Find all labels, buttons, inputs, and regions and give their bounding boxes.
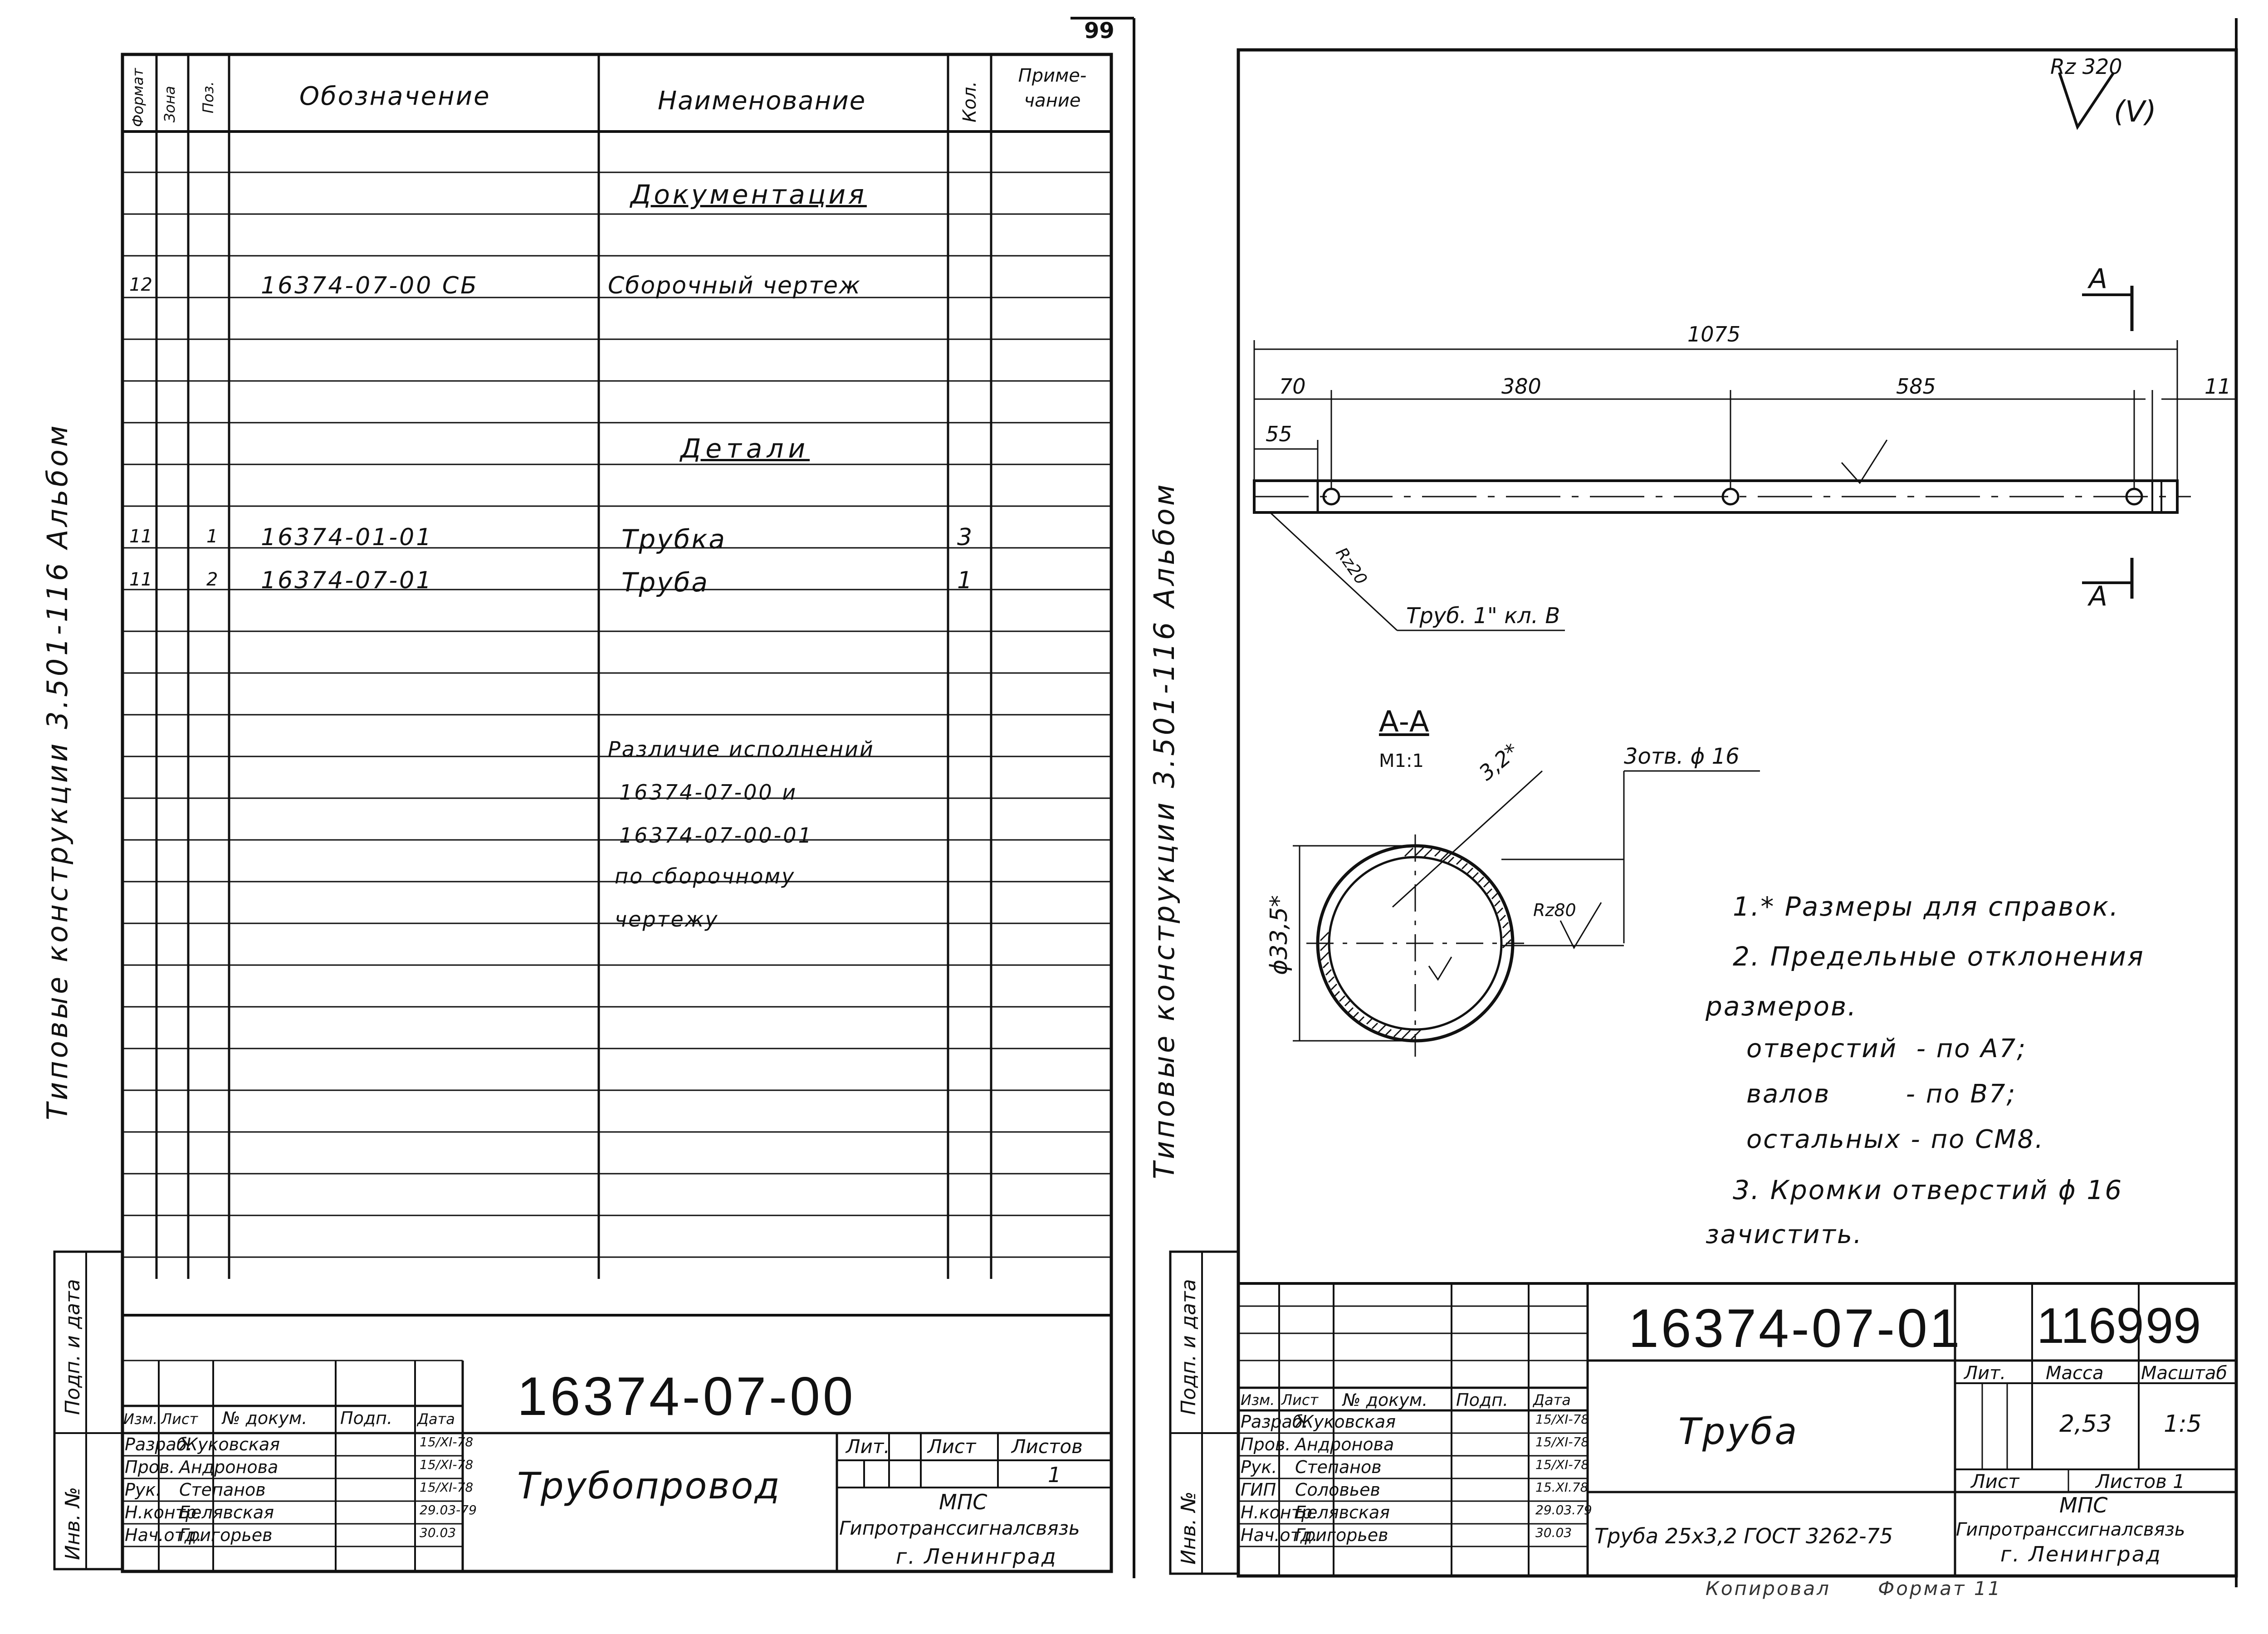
stamp-role: Разраб. xyxy=(125,1434,193,1454)
note-6: остальных - по СМ8. xyxy=(1746,1125,2045,1154)
note-2: 2. Предельные отклонения xyxy=(1733,941,2145,972)
stamp-date: 15/XI-78 xyxy=(1535,1457,1589,1472)
left-side-caption: Типовые конструкции 3.501-116 Альбом xyxy=(41,423,74,1120)
right-stamp-title: Труба xyxy=(1678,1410,1799,1453)
right-org-3: г. Ленинград xyxy=(2000,1542,2162,1566)
row2-format: 11 xyxy=(129,526,152,547)
roughness-paren: (V) xyxy=(2114,95,2156,129)
note-7: 3. Кромки отверстий ϕ 16 xyxy=(1733,1175,2123,1205)
section-mark-bottom: А xyxy=(2089,580,2108,612)
section-scale: М1:1 xyxy=(1379,751,1424,771)
row2-name: Трубка xyxy=(621,524,726,555)
row2-qty: 3 xyxy=(957,524,973,551)
stamp-date: 15.XI.78 xyxy=(1535,1480,1589,1495)
pipe-label: Труб. 1" кл. В xyxy=(1406,603,1560,629)
stamp-name: Соловьев xyxy=(1295,1480,1380,1500)
right-side-inv: Инв. № xyxy=(1177,1491,1200,1565)
row2-pos: 1 xyxy=(206,526,218,547)
right-sheets-label: Листов 1 xyxy=(2096,1470,2185,1493)
dim-total: 1075 xyxy=(1687,322,1741,346)
stamp-role: Разраб. xyxy=(1241,1412,1309,1432)
right-bottom-line: Копировал Формат 11 xyxy=(1706,1577,2002,1600)
remark-line-2: 16374-07-00 и xyxy=(619,780,798,805)
roughness-main: Rz 320 xyxy=(2050,54,2122,79)
left-side-inv: Инв. № xyxy=(61,1487,84,1560)
stamp-role: Нач.отд. xyxy=(125,1525,202,1545)
right-col-sign: Подп. xyxy=(1456,1390,1509,1410)
row1-designation: 16374-07-00 СБ xyxy=(261,272,479,299)
hole-label: 3отв. ϕ 16 xyxy=(1624,744,1740,769)
stamp-date: 15/XI-78 xyxy=(1535,1412,1589,1427)
right-stamp-material: Труба 25x3,2 ГОСТ 3262-75 xyxy=(1594,1524,1893,1548)
stamp-name: Жуковская xyxy=(1295,1412,1396,1432)
stamp-role: Пров. xyxy=(1241,1434,1291,1454)
remark-line-5: чертежу xyxy=(615,907,719,932)
hdr-pos: Поз. xyxy=(200,81,217,113)
inner-roughness: Rz80 xyxy=(1533,900,1576,920)
stamp-name: Андронова xyxy=(1295,1434,1394,1454)
right-scale: 1:5 xyxy=(2164,1410,2202,1438)
row3-format: 11 xyxy=(129,569,152,590)
leader-roughness: Rz20 xyxy=(1332,544,1371,589)
right-col-doc: № докум. xyxy=(1343,1390,1428,1410)
left-col-list: Лист xyxy=(161,1410,198,1428)
stamp-name: Григорьев xyxy=(179,1525,273,1545)
left-col-sign: Подп. xyxy=(340,1408,393,1428)
left-lit-label: Лит. xyxy=(846,1435,890,1458)
hdr-format: Формат xyxy=(129,68,147,127)
stamp-name: Белявская xyxy=(179,1502,274,1522)
left-sheet-label: Лист xyxy=(928,1435,976,1458)
section-details: Детали xyxy=(680,433,810,464)
hdr-qty: Кол. xyxy=(959,81,980,122)
diameter-dim: ϕ33,5* xyxy=(1266,895,1293,975)
left-stamp-title: Трубопровод xyxy=(517,1465,781,1507)
stamp-date: 30.03 xyxy=(1535,1525,1572,1540)
page-number: 99 xyxy=(1084,18,1114,44)
right-col-list: Лист xyxy=(1281,1391,1319,1409)
note-3: размеров. xyxy=(1706,991,1857,1022)
dim-70: 70 xyxy=(1279,374,1306,399)
stamp-date: 15/XI-78 xyxy=(420,1480,474,1495)
right-lit-label: Лит. xyxy=(1964,1363,2006,1384)
left-sheets-label: Листов xyxy=(1012,1435,1083,1458)
stamp-role: Нач.отд. xyxy=(1241,1525,1318,1545)
left-side-sign: Подп. и дата xyxy=(61,1279,84,1415)
left-org-3: г. Ленинград xyxy=(896,1544,1057,1569)
note-4: отверстий - по А7; xyxy=(1746,1034,2027,1063)
dim-11: 11 xyxy=(2204,374,2231,399)
left-col-date: Дата xyxy=(417,1410,455,1428)
right-stamp-page: 99 xyxy=(2146,1298,2201,1354)
left-col-doc: № докум. xyxy=(222,1408,308,1428)
right-scale-label: Масштаб xyxy=(2141,1363,2228,1384)
remark-line-1: Различие исполнений xyxy=(608,737,875,761)
stamp-role: Рук. xyxy=(125,1480,161,1500)
section-mark-top: А xyxy=(2089,263,2108,295)
left-stamp-number: 16374-07-00 xyxy=(517,1366,856,1427)
row1-name: Сборочный чертеж xyxy=(608,272,861,299)
stamp-name: Белявская xyxy=(1295,1502,1390,1522)
stamp-role: Пров. xyxy=(125,1457,175,1477)
row1-format: 12 xyxy=(129,274,152,295)
left-col-izm: Изм. xyxy=(123,1410,158,1428)
row3-qty: 1 xyxy=(957,567,973,594)
stamp-name: Степанов xyxy=(1295,1457,1382,1477)
stamp-name: Жуковская xyxy=(179,1434,280,1454)
stamp-date: 15/XI-78 xyxy=(1535,1434,1589,1449)
right-side-sign: Подп. и дата xyxy=(1177,1279,1200,1415)
row3-pos: 2 xyxy=(206,569,218,590)
hdr-note: Приме- чание xyxy=(1018,65,1087,111)
row3-name: Труба xyxy=(621,567,709,598)
stamp-role: Н.контр. xyxy=(1241,1502,1318,1522)
right-stamp-code: 1169 xyxy=(2037,1298,2144,1354)
stamp-role: ГИП xyxy=(1241,1480,1276,1500)
stamp-role: Н.контр. xyxy=(125,1502,202,1522)
stamp-date: 15/XI-78 xyxy=(420,1457,474,1472)
row3-designation: 16374-07-01 xyxy=(261,567,433,594)
stamp-role: Рук. xyxy=(1241,1457,1277,1477)
row2-designation: 16374-01-01 xyxy=(261,524,433,551)
dim-380: 380 xyxy=(1501,374,1541,399)
stamp-date: 29.03-79 xyxy=(420,1502,477,1517)
right-mass: 2,53 xyxy=(2059,1410,2112,1438)
dim-55: 55 xyxy=(1266,422,1292,446)
dim-585: 585 xyxy=(1896,374,1936,399)
hdr-zone: Зона xyxy=(161,86,178,122)
stamp-date: 15/XI-78 xyxy=(420,1434,474,1449)
stamp-name: Степанов xyxy=(179,1480,266,1500)
right-mass-label: Масса xyxy=(2046,1363,2104,1384)
right-stamp-number: 16374-07-01 xyxy=(1628,1298,1962,1359)
wall-dim: 3,2* xyxy=(1474,738,1524,785)
section-documentation: Документация xyxy=(631,179,867,210)
right-org-2: Гипротранссигналсвязь xyxy=(1956,1519,2185,1540)
right-org-1: МПС xyxy=(2059,1493,2108,1517)
stamp-name: Андронова xyxy=(179,1457,279,1477)
stamp-name: Григорьев xyxy=(1295,1525,1388,1545)
right-col-date: Дата xyxy=(1533,1391,1571,1409)
stamp-date: 30.03 xyxy=(420,1525,456,1540)
note-8: зачистить. xyxy=(1706,1220,1863,1249)
note-1: 1.* Размеры для справок. xyxy=(1733,891,2120,922)
stamp-date: 29.03.79 xyxy=(1535,1502,1592,1517)
right-side-caption: Типовые конструкции 3.501-116 Альбом xyxy=(1148,482,1181,1179)
right-col-izm: Изм. xyxy=(1241,1391,1275,1409)
note-5: валов - по В7; xyxy=(1746,1079,2017,1109)
left-org-1: МПС xyxy=(939,1490,987,1514)
hdr-name: Наименование xyxy=(658,86,866,116)
remark-line-3: 16374-07-00-01 xyxy=(619,823,813,848)
remark-line-4: по сборочному xyxy=(615,864,796,888)
left-sheets-value: 1 xyxy=(1048,1463,1061,1487)
left-org-2: Гипротранссигналсвязь xyxy=(839,1517,1080,1539)
section-title: А-А xyxy=(1379,705,1429,739)
hdr-designation: Обозначение xyxy=(299,82,491,111)
right-sheet-label: Лист xyxy=(1971,1470,2019,1493)
